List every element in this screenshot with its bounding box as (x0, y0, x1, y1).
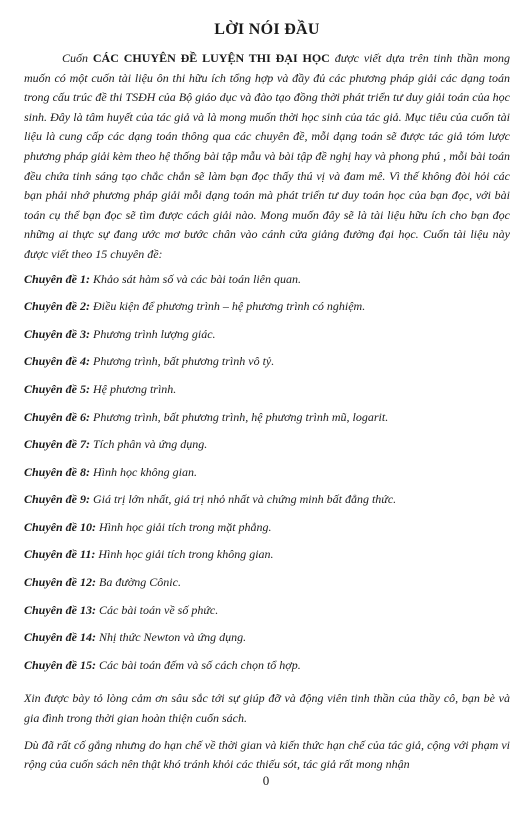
topic-label: Chuyên đề 5: (24, 381, 90, 396)
topic-text: Nhị thức Newton và ứng dụng. (96, 630, 247, 645)
topic-label: Chuyên đề 1: (24, 271, 90, 286)
intro-body: được viết dựa trên tinh thần mong muốn có một cuốn tài liệu ôn thi hữu ích tổng hợp và đầy đủ các phương pháp giải các dạng toán trong cấu trúc đề thi TSĐH của Bộ giáo dục và đào tạo đồng thời phát triển tư duy giải toán của học sinh. Đây là tâm huyết của tác giả và là mong muốn thời học sinh của tác giả. Mục tiêu của cuốn tài liệu là cung cấp các dạng toán thông qua các chuyên đề, mỗi dạng toán sẽ được tác giả tóm lược phương pháp giải kèm theo hệ thống bài tập mẫu và bài tập đề nghị hay và phong phú , mỗi bài toán đều chứa tinh sáng tạo chắc chắn sẽ làm bạn đọc thấy thú vị và đam mê. Vì thế không đòi hỏi các bạn phải nhớ phương pháp giải mỗi dạng toán mà phát triển tư duy toán học của bạn đọc, với bài toán cụ thể bạn đọc sẽ tìm được cách giải nào. Mong muốn đây sẽ là tài liệu hữu ích cho bạn đọc những ai thực sự đang ước mơ bước chân vào cánh cửa giảng đường đại học. Cuốn tài liệu này được viết theo 15 chuyên đề: (24, 51, 510, 261)
topic-item-11 (24, 546, 510, 574)
topic-label: Chuyên đề 2: (24, 299, 90, 314)
topic-text: Phương trình lượng giác. (90, 326, 216, 341)
topic-list (24, 271, 510, 685)
topic-text: Giá trị lớn nhất, giá trị nhỏ nhất và chứng minh bất đẳng thức. (90, 492, 397, 507)
topic-text: Phương trình, bất phương trình vô tỷ. (90, 354, 275, 369)
page-number: 0 (262, 773, 270, 788)
topic-text: Hình học không gian. (90, 464, 197, 479)
topic-label: Chuyên đề 14: (24, 630, 96, 645)
topic-item-8 (24, 464, 510, 492)
topic-label: Chuyên đề 7: (24, 437, 90, 452)
topic-item-12 (24, 574, 510, 602)
topic-text: Phương trình, bất phương trình, hệ phương trình mũ, logarit. (90, 409, 389, 424)
disclaimer-paragraph: Dù đã rất cố gắng nhưng do hạn chế về thời gian và kiến thức hạn chế của tác giả, cộng với phạm vi rộng của cuốn sách nên thật khó tránh khỏi các thiếu sót, tác giả rất mong nhận (24, 737, 510, 772)
topic-item-4 (24, 353, 510, 381)
topic-label: Chuyên đề 12: (24, 575, 96, 590)
page-title: LỜI NÓI ĐẦU (214, 21, 320, 38)
topic-text: Điều kiện để phương trình – hệ phương trình có nghiệm. (90, 299, 366, 314)
topic-item-7 (24, 436, 510, 464)
topic-text: Ba đường Cônic. (96, 575, 181, 590)
topic-text: Các bài toán về số phức. (96, 602, 219, 617)
intro-lead: Cuốn (62, 51, 93, 65)
topic-item-1 (24, 271, 510, 299)
topic-item-6 (24, 409, 510, 437)
topic-item-10 (24, 519, 510, 547)
topic-label: Chuyên đề 9: (24, 492, 90, 507)
document-page (24, 20, 510, 775)
topic-label: Chuyên đề 8: (24, 464, 90, 479)
intro-paragraph (24, 49, 510, 265)
topic-text: Khảo sát hàm số và các bài toán liên quan. (90, 271, 301, 286)
topic-label: Chuyên đề 6: (24, 409, 90, 424)
topic-item-15 (24, 657, 510, 685)
topic-text: Tích phân và ứng dụng. (90, 437, 208, 452)
topic-text: Các bài toán đếm và số cách chọn tổ hợp. (96, 657, 301, 672)
topic-item-13 (24, 602, 510, 630)
topic-label: Chuyên đề 3: (24, 326, 90, 341)
topic-item-2 (24, 298, 510, 326)
topic-label: Chuyên đề 11: (24, 547, 96, 562)
topic-label: Chuyên đề 4: (24, 354, 90, 369)
topic-item-9 (24, 491, 510, 519)
topic-item-14 (24, 629, 510, 657)
topic-label: Chuyên đề 13: (24, 602, 96, 617)
topic-label: Chuyên đề 10: (24, 519, 96, 534)
topic-item-5 (24, 381, 510, 409)
topic-label: Chuyên đề 15: (24, 657, 96, 672)
topic-item-3 (24, 326, 510, 354)
topic-text: Hình học giải tích trong mặt phẳng. (96, 519, 272, 534)
topic-text: Hệ phương trình. (90, 381, 177, 396)
book-title: CÁC CHUYÊN ĐỀ LUYỆN THI ĐẠI HỌC (92, 51, 330, 65)
topic-text: Hình học giải tích trong không gian. (95, 547, 274, 562)
thanks-paragraph: Xin được bày tỏ lòng cảm ơn sâu sắc tới sự giúp đỡ và động viên tinh thần của thầy cô, bạn bè và gia đình trong thời gian hoàn thiện cuốn sách. (24, 691, 510, 726)
